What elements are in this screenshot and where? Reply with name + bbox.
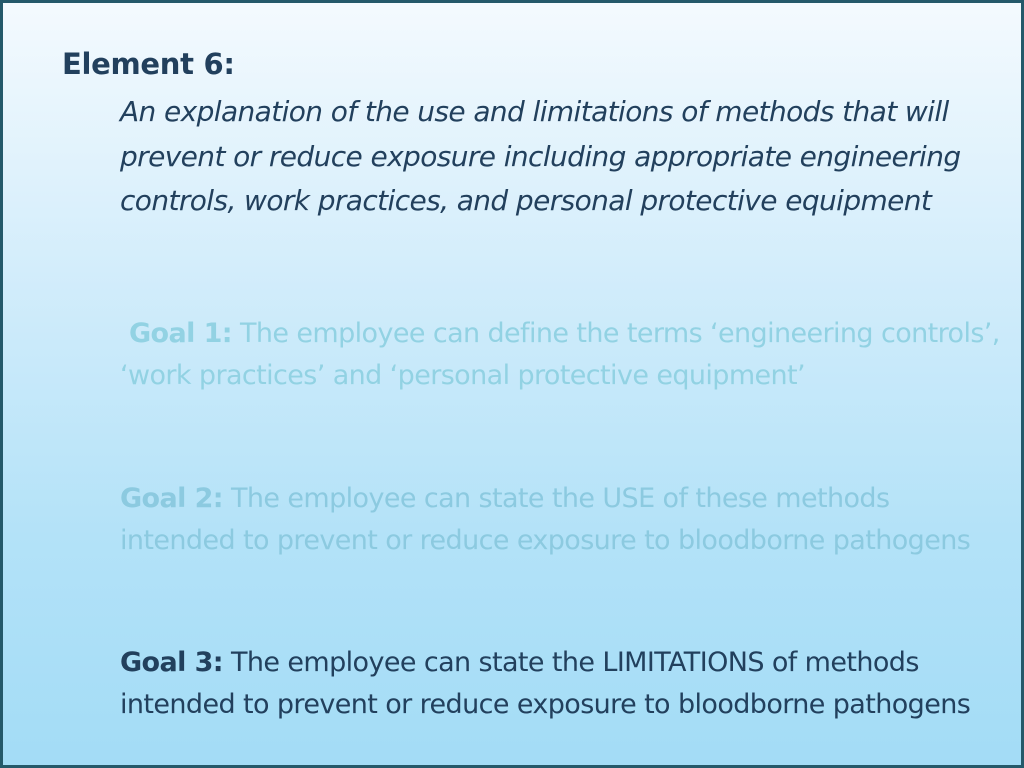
- goal-3: [120, 642, 1000, 725]
- goal-1-label: Goal 1:: [129, 318, 232, 349]
- goal-3-label: Goal 3:: [120, 647, 223, 678]
- goal-1: [120, 313, 1000, 396]
- goal-2-label: Goal 2:: [120, 483, 223, 514]
- goal-3-text: The employee can state the LIMITATIONS of methods intended to prevent or reduce exposure to bloodborne pathogens: [120, 647, 971, 720]
- element-heading: Element 6:: [62, 47, 235, 81]
- goal-2-text: The employee can state the USE of these methods intended to prevent or reduce exposure to bloodborne pathogens: [120, 483, 971, 556]
- goal-2: [120, 478, 1000, 561]
- element-description: An explanation of the use and limitations of methods that will prevent or reduce exposure including appropriate engineering controls, work practices, and personal protective equipment: [120, 95, 961, 217]
- goal-1-text: The employee can define the terms ‘engineering controls’, ‘work practices’ and ‘personal protective equipment’: [120, 318, 1000, 391]
